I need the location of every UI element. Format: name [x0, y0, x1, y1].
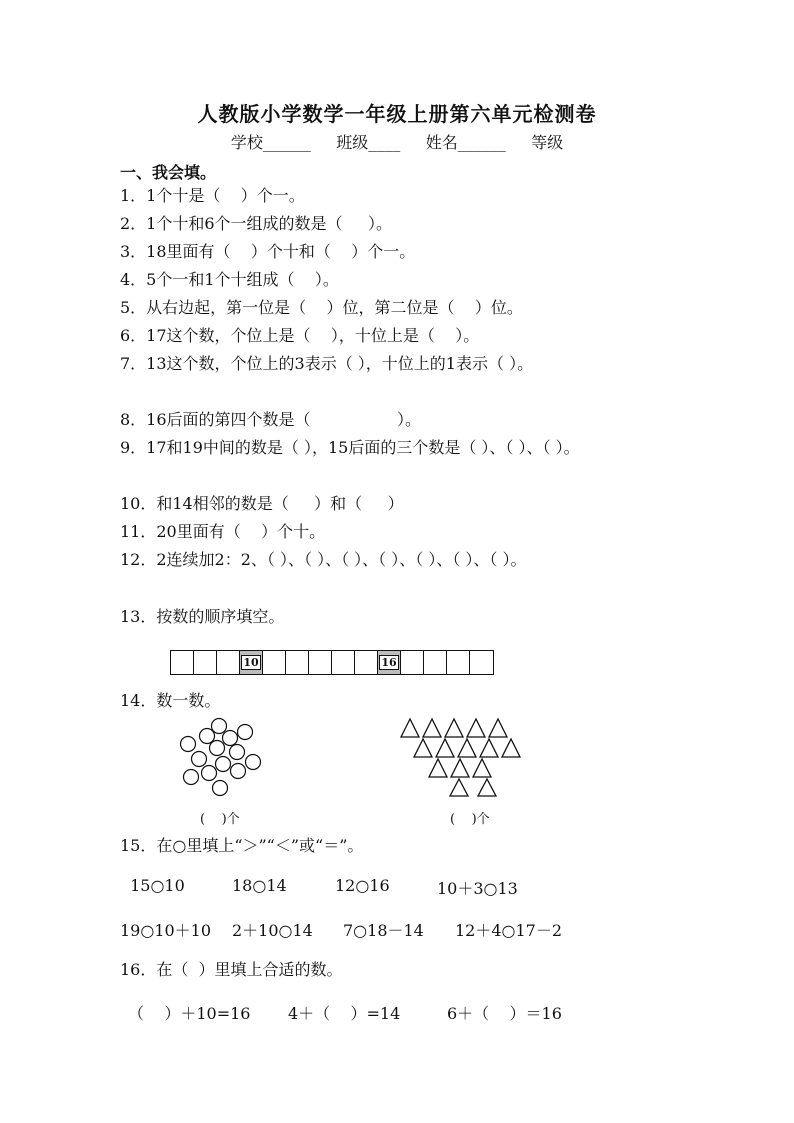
question-2: 2．1个十和6个一组成的数是（ ）。 — [120, 214, 392, 233]
compare-row-2-item: 7○18－14 — [343, 921, 424, 940]
section-heading: 一、我会填。 — [120, 163, 217, 182]
triangle-shape — [450, 779, 468, 796]
fill-blank-item: 6＋（ ）＝16 — [447, 1004, 562, 1023]
circle-shape — [216, 757, 231, 772]
sequence-cell — [263, 651, 286, 674]
circle-shape — [238, 725, 253, 740]
question-13: 13．按数的顺序填空。 — [120, 607, 285, 626]
question-1: 1．1个十是（ ）个一。 — [120, 186, 305, 205]
question-15: 15．在○里填上“＞”“＜”或“＝”。 — [120, 836, 364, 855]
question-8: 8．16后面的第四个数是（ ）。 — [120, 410, 422, 429]
sequence-cell — [286, 651, 309, 674]
sequence-cell — [470, 651, 493, 674]
circle-shape — [246, 755, 261, 770]
sequence-cell — [355, 651, 378, 674]
circles-count-label: ( )个 — [200, 812, 240, 827]
triangle-shape — [429, 759, 447, 777]
question-16: 16．在（ ）里填上合适的数。 — [120, 960, 343, 979]
question-11: 11．20里面有（ ）个十。 — [120, 522, 326, 541]
triangle-shape — [502, 739, 520, 757]
triangle-shape — [480, 739, 498, 757]
question-5: 5．从右边起，第一位是（ ）位，第二位是（ ）位。 — [120, 298, 523, 317]
fill-blank-item: 4＋（ ）=14 — [288, 1004, 401, 1023]
compare-row-1-item: 18○14 — [232, 876, 287, 895]
circles-figure — [175, 715, 275, 805]
circle-shape — [184, 770, 199, 785]
triangles-figure — [398, 716, 530, 800]
circle-shape — [213, 781, 228, 796]
circle-shape — [223, 731, 238, 746]
question-3: 3．18里面有（ ）个十和（ ）个一。 — [120, 242, 416, 261]
number-sequence-boxes — [170, 650, 494, 675]
triangle-shape — [451, 759, 469, 777]
triangle-shape — [401, 719, 419, 737]
sequence-cell — [194, 651, 217, 674]
sequence-cell-given: 10 — [240, 651, 263, 674]
triangle-shape — [414, 739, 432, 757]
circle-shape — [200, 729, 215, 744]
compare-row-2-item: 2＋10○14 — [232, 921, 313, 940]
compare-row-1-item: 15○10 — [125, 876, 185, 895]
question-4: 4．5个一和1个十组成（ ）。 — [120, 270, 339, 289]
triangles-count-label: ( )个 — [450, 812, 490, 827]
circle-shape — [210, 741, 225, 756]
sequence-cell — [171, 651, 194, 674]
triangle-shape — [489, 719, 507, 737]
compare-row-1-item: 10＋3○13 — [437, 879, 518, 898]
sequence-cell — [447, 651, 470, 674]
sequence-cell — [401, 651, 424, 674]
circle-shape — [230, 745, 245, 760]
triangle-shape — [423, 719, 441, 737]
sequence-cell — [309, 651, 332, 674]
circle-shape — [212, 719, 227, 734]
triangle-shape — [467, 719, 485, 737]
question-14: 14．数一数。 — [120, 691, 221, 710]
circle-shape — [231, 764, 246, 779]
triangle-shape — [436, 739, 454, 757]
question-7: 7．13这个数，个位上的3表示（ ），十位上的1表示（ ）。 — [120, 354, 534, 373]
triangle-shape — [445, 719, 463, 737]
page-title: 人教版小学数学一年级上册第六单元检测卷 — [197, 102, 597, 126]
sequence-cell — [217, 651, 240, 674]
question-9: 9．17和19中间的数是（ ），15后面的三个数是（ ）、（ ）、（ ）。 — [120, 438, 580, 457]
fill-blank-item: （ ）＋10=16 — [128, 1004, 251, 1023]
student-info-line: 学校______ 班级____ 姓名______ 等级 — [230, 133, 564, 152]
triangle-shape — [473, 759, 491, 777]
triangle-shape — [478, 779, 496, 796]
question-10: 10．和14相邻的数是（ ）和（ ） — [120, 494, 404, 513]
circle-shape — [202, 766, 217, 781]
compare-row-2-item: 19○10＋10 — [120, 921, 212, 940]
triangle-shape — [458, 739, 476, 757]
sequence-cell — [424, 651, 447, 674]
question-12: 12．2连续加2：2、（ ）、（ ）、（ ）、（ ）、（ ）、（ ）、（ ）。 — [120, 550, 527, 569]
sequence-cell-given: 16 — [378, 651, 401, 674]
compare-row-1-item: 12○16 — [335, 876, 390, 895]
circle-shape — [192, 752, 207, 767]
compare-row-2-item: 12＋4○17－2 — [455, 921, 563, 940]
question-6: 6．17这个数，个位上是（ ），十位上是（ ）。 — [120, 326, 480, 345]
sequence-cell — [332, 651, 355, 674]
circle-shape — [181, 737, 196, 752]
